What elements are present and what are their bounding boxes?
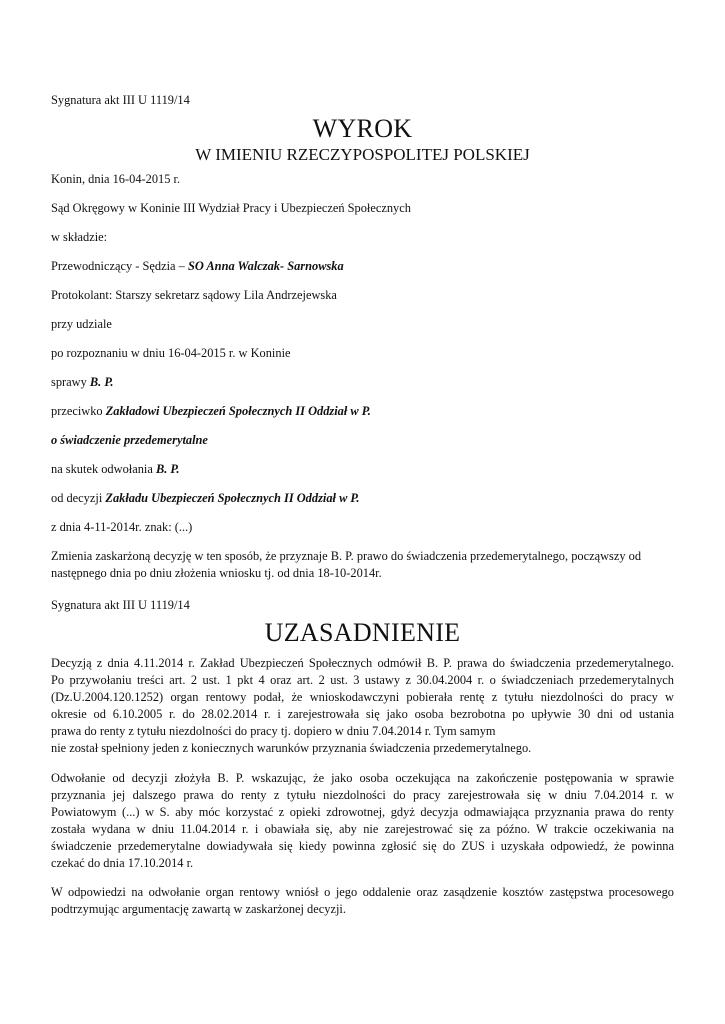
case-party	[51, 374, 113, 391]
against-party	[51, 403, 371, 420]
date-place: Konin, dnia 16-04-2015 r.	[51, 172, 181, 186]
hearing-info: po rozpoznaniu w dniu 16-04-2015 r. w Koninie	[51, 346, 291, 360]
justification-paragraph-2	[51, 770, 674, 872]
court-clerk: Protokolant: Starszy sekretarz sądowy Lila Andrzejewska	[51, 288, 337, 302]
case-party-name: B. P.	[89, 375, 114, 389]
paragraph-line: Odwołanie od decyzji złożyła B. P. wskazując, że jako osoba oczekująca na zakończenie postępowania w sprawie	[51, 771, 674, 785]
paragraph-line: podtrzymując argumentację zawartą w zaskarżonej decyzji.	[51, 902, 346, 916]
paragraph-line: (Dz.U.2004.120.1252) organ rentowy podał, że wnioskodawczyni pobierała rentę z tytułu niezdolności do pracy w	[51, 690, 674, 704]
presiding-judge-name: SO Anna Walczak- Sarnowska	[187, 259, 344, 273]
appeal-label: na skutek odwołania	[51, 462, 156, 476]
paragraph-line: świadczenie przedemerytalne dowiadywała się kiedy powinna zgłosić się do ZUS i uzyskała odpowiedź, że powinna	[51, 839, 674, 853]
case-subject: o świadczenie przedemerytalne	[51, 433, 208, 447]
participation-label: przy udziale	[51, 317, 112, 331]
court-name: Sąd Okręgowy w Koninie III Wydział Pracy i Ubezpieczeń Społecznych	[51, 201, 411, 215]
justification-title: UZASADNIENIE	[264, 618, 461, 647]
decision-date: z dnia 4-11-2014r. znak: (...)	[51, 520, 193, 534]
justification-paragraph-3	[51, 884, 674, 918]
ruling-paragraph	[51, 548, 674, 582]
case-label: sprawy	[51, 375, 90, 389]
paragraph-line: Po przywołaniu treści art. 2 ust. 1 pkt 4 oraz art. 2 ust. 3 ustawy z 30.04.2004 r. o świadczeniach przedemerytalnych	[51, 673, 674, 687]
appeal-party-name: B. P.	[155, 462, 180, 476]
case-signature-top: Sygnatura akt III U 1119/14	[51, 93, 190, 107]
paragraph-line: W odpowiedzi na odwołanie organ rentowy wniósł o jego oddalenie oraz zasądzenie kosztów zastępstwa procesowego	[51, 885, 674, 899]
verdict-title: WYROK	[312, 114, 413, 143]
composition-label: w składzie:	[51, 230, 108, 244]
verdict-subtitle: W IMIENIU RZECZYPOSPOLITEJ POLSKIEJ	[195, 145, 530, 164]
presiding-judge	[51, 258, 344, 275]
paragraph-line: prawa do renty z tytułu niezdolności do pracy tj. dopiero w dniu 7.04.2014 r. Tym samym	[51, 724, 496, 738]
ruling-line: następnego dnia po dniu złożenia wniosku tj. od dnia 18-10-2014r.	[51, 566, 382, 580]
paragraph-line: nie został spełniony jeden z koniecznych warunków przyznania świadczenia przedemerytalnego.	[51, 741, 532, 755]
paragraph-line: została wydana w dniu 11.04.2014 r. i obawiała się, aby nie zarejestrować się za późno. W trakcie oczekiwania na	[51, 822, 674, 836]
paragraph-line: Powiatowym (...) w S. aby móc korzystać z opieki zdrowotnej, gdyż decyzja odmawiająca przyznania prawa do renty	[51, 805, 674, 819]
paragraph-line: okresie od 6.10.2005 r. do 28.02.2014 r. i zarejestrowała się jako osoba bezrobotna po upływie 30 dni od ustania	[51, 707, 674, 721]
decision-from-label: od decyzji	[51, 491, 106, 505]
ruling-line: Zmienia zaskarżoną decyzję w ten sposób, że przyznaje B. P. prawo do świadczenia przedemerytalnego, począwszy od	[51, 549, 642, 563]
against-label: przeciwko	[51, 404, 106, 418]
paragraph-line: czekać do dnia 17.10.2014 r.	[51, 856, 194, 870]
appeal-party	[51, 461, 179, 478]
decision-from	[51, 490, 360, 507]
case-signature-bottom: Sygnatura akt III U 1119/14	[51, 598, 190, 612]
paragraph-line: przyznania jej dalszego prawa do renty z tytułu niezdolności do pracy zarejestrowała się w dniu 7.04.2014 r. w	[51, 788, 674, 802]
presiding-label: Przewodniczący - Sędzia –	[51, 259, 188, 273]
against-party-name: Zakładowi Ubezpieczeń Społecznych II Oddział w P.	[105, 404, 371, 418]
paragraph-line: Decyzją z dnia 4.11.2014 r. Zakład Ubezpieczeń Społecznych odmówił B. P. prawa do świadczenia przedemerytalnego.	[51, 656, 674, 670]
decision-from-party: Zakładu Ubezpieczeń Społecznych II Oddział w P.	[105, 491, 360, 505]
justification-paragraph-1	[51, 655, 674, 757]
